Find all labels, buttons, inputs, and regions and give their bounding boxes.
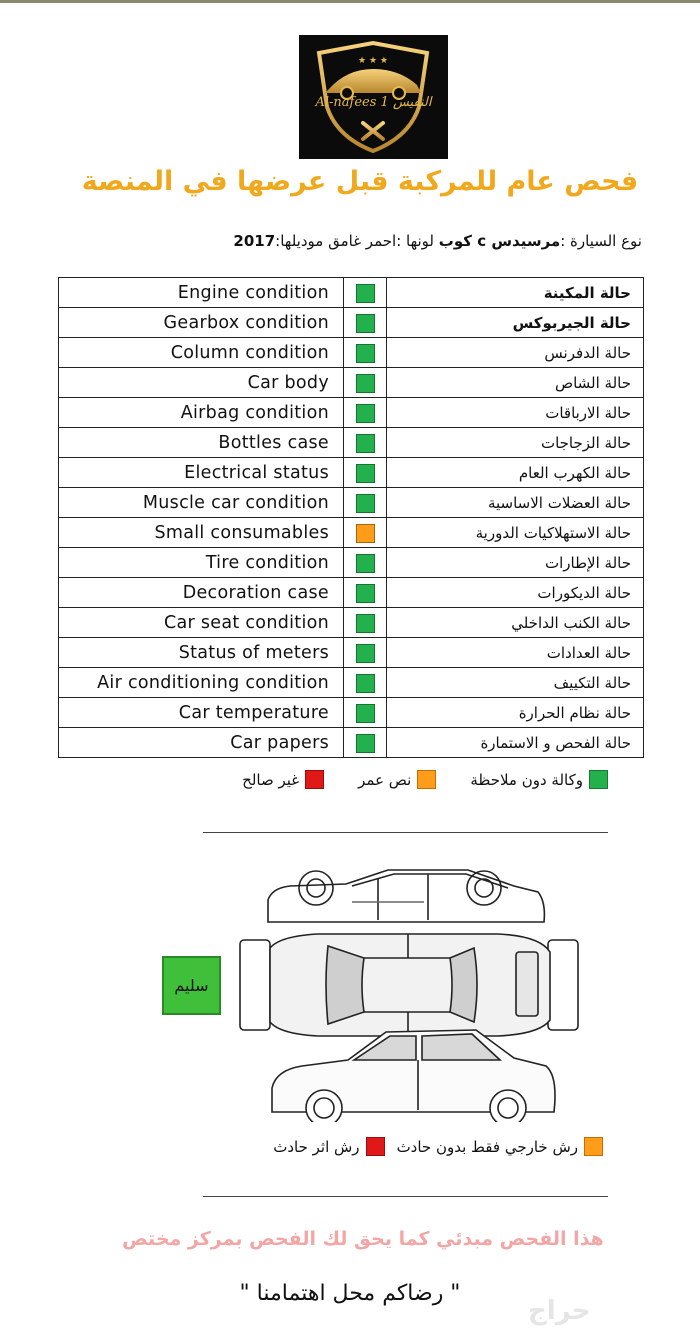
green-status-square-icon <box>356 734 375 753</box>
red-square-icon <box>366 1137 385 1156</box>
row-english-label: Car temperature <box>59 698 344 728</box>
car-color-value: احمر غامق <box>328 232 397 250</box>
row-english-label: Electrical status <box>59 458 344 488</box>
green-status-square-icon <box>356 494 375 513</box>
car-model-label: موديلها: <box>275 232 329 250</box>
row-english-label: Bottles case <box>59 428 344 458</box>
row-english-label: Status of meters <box>59 638 344 668</box>
row-arabic-label: حالة الكهرب العام <box>387 458 644 488</box>
row-status-cell <box>344 548 387 578</box>
car-plan-view <box>240 934 578 1036</box>
car-type-label: نوع السيارة : <box>560 232 642 250</box>
row-status-cell <box>344 278 387 308</box>
row-status-cell <box>344 698 387 728</box>
row-english-label: Gearbox condition <box>59 308 344 338</box>
row-arabic-label: حالة العضلات الاساسية <box>387 488 644 518</box>
row-english-label: Car body <box>59 368 344 398</box>
paint-legend-orange-label: رش خارجي فقط بدون حادث <box>396 1137 578 1156</box>
table-row <box>59 338 644 368</box>
green-status-square-icon <box>356 374 375 393</box>
company-logo <box>299 35 448 159</box>
divider <box>203 832 608 833</box>
row-status-cell <box>344 368 387 398</box>
legend-red <box>242 770 324 789</box>
row-arabic-label: حالة الإطارات <box>387 548 644 578</box>
body-status-badge: سليم <box>162 956 221 1015</box>
row-status-cell <box>344 398 387 428</box>
green-status-square-icon <box>356 704 375 723</box>
table-row <box>59 698 644 728</box>
watermark: حراج <box>528 1296 591 1326</box>
logo-text: Al-nafees 1 النفيس <box>315 95 432 110</box>
row-status-cell <box>344 638 387 668</box>
row-arabic-label: حالة العدادات <box>387 638 644 668</box>
status-legend <box>242 770 608 789</box>
row-status-cell <box>344 458 387 488</box>
legend-green-label: وكالة دون ملاحظة <box>470 770 583 789</box>
svg-text:★ ★ ★: ★ ★ ★ <box>358 56 388 66</box>
paint-legend-orange <box>397 1137 603 1156</box>
table-row <box>59 398 644 428</box>
orange-square-icon <box>584 1137 603 1156</box>
row-arabic-label: حالة الجيربوكس <box>387 308 644 338</box>
car-type-value: مرسيدس c كوب <box>438 232 561 250</box>
inspection-table <box>58 277 644 758</box>
row-arabic-label: حالة الشاص <box>387 368 644 398</box>
row-english-label: Engine condition <box>59 278 344 308</box>
green-status-square-icon <box>356 584 375 603</box>
table-row <box>59 608 644 638</box>
car-info <box>233 232 642 250</box>
row-english-label: Tire condition <box>59 548 344 578</box>
legend-green <box>470 770 608 789</box>
row-status-cell <box>344 488 387 518</box>
row-status-cell <box>344 338 387 368</box>
row-status-cell <box>344 518 387 548</box>
row-status-cell <box>344 428 387 458</box>
green-status-square-icon <box>356 554 375 573</box>
row-arabic-label: حالة الاستهلاكيات الدورية <box>387 518 644 548</box>
row-english-label: Column condition <box>59 338 344 368</box>
table-row <box>59 308 644 338</box>
green-status-square-icon <box>356 434 375 453</box>
row-arabic-label: حالة المكينة <box>387 278 644 308</box>
paint-legend <box>273 1137 603 1156</box>
row-arabic-label: حالة الزجاجات <box>387 428 644 458</box>
row-arabic-label: حالة الارباقات <box>387 398 644 428</box>
green-status-square-icon <box>356 464 375 483</box>
thanks-text: " رضاكم محل اهتمامنا " <box>239 1281 461 1306</box>
table-row <box>59 518 644 548</box>
legend-orange-label: نص عمر <box>358 770 412 789</box>
row-status-cell <box>344 668 387 698</box>
row-status-cell <box>344 578 387 608</box>
green-status-square-icon <box>356 314 375 333</box>
row-arabic-label: حالة الدفرنس <box>387 338 644 368</box>
row-status-cell <box>344 308 387 338</box>
row-arabic-label: حالة الفحص و الاستمارة <box>387 728 644 758</box>
row-english-label: Car seat condition <box>59 608 344 638</box>
table-row <box>59 458 644 488</box>
car-body-diagram <box>228 862 590 1122</box>
disclaimer-note: هذا الفحص مبدئي كما يحق لك الفحص بمركز مختص <box>122 1228 604 1250</box>
green-status-square-icon <box>356 284 375 303</box>
legend-orange <box>358 770 436 789</box>
row-arabic-label: حالة التكييف <box>387 668 644 698</box>
legend-red-label: غير صالح <box>242 770 300 789</box>
green-square-icon <box>589 770 608 789</box>
red-square-icon <box>305 770 324 789</box>
row-status-cell <box>344 608 387 638</box>
green-status-square-icon <box>356 614 375 633</box>
car-color-label: لونها : <box>396 232 439 250</box>
row-english-label: Decoration case <box>59 578 344 608</box>
row-english-label: Air conditioning condition <box>59 668 344 698</box>
green-status-square-icon <box>356 644 375 663</box>
top-divider <box>0 0 700 3</box>
row-arabic-label: حالة نظام الحرارة <box>387 698 644 728</box>
green-status-square-icon <box>356 674 375 693</box>
table-row <box>59 428 644 458</box>
orange-square-icon <box>417 770 436 789</box>
row-english-label: Small consumables <box>59 518 344 548</box>
table-row <box>59 638 644 668</box>
table-row <box>59 578 644 608</box>
car-side-bottom-view <box>272 1030 555 1122</box>
divider <box>203 1196 608 1197</box>
table-row <box>59 728 644 758</box>
row-english-label: Muscle car condition <box>59 488 344 518</box>
row-status-cell <box>344 728 387 758</box>
car-side-top-view <box>268 870 544 922</box>
table-row <box>59 278 644 308</box>
green-status-square-icon <box>356 404 375 423</box>
page-title: فحص عام للمركبة قبل عرضها في المنصة <box>81 166 639 197</box>
green-status-square-icon <box>356 344 375 363</box>
table-row <box>59 368 644 398</box>
row-arabic-label: حالة الكنب الداخلي <box>387 608 644 638</box>
row-arabic-label: حالة الديكورات <box>387 578 644 608</box>
row-english-label: Car papers <box>59 728 344 758</box>
row-english-label: Airbag condition <box>59 398 344 428</box>
orange-status-square-icon <box>356 524 375 543</box>
table-row <box>59 488 644 518</box>
paint-legend-red-label: رش اثر حادث <box>273 1137 360 1156</box>
table-row <box>59 668 644 698</box>
table-row <box>59 548 644 578</box>
car-model-value: 2017 <box>233 232 276 250</box>
paint-legend-red <box>273 1137 384 1156</box>
